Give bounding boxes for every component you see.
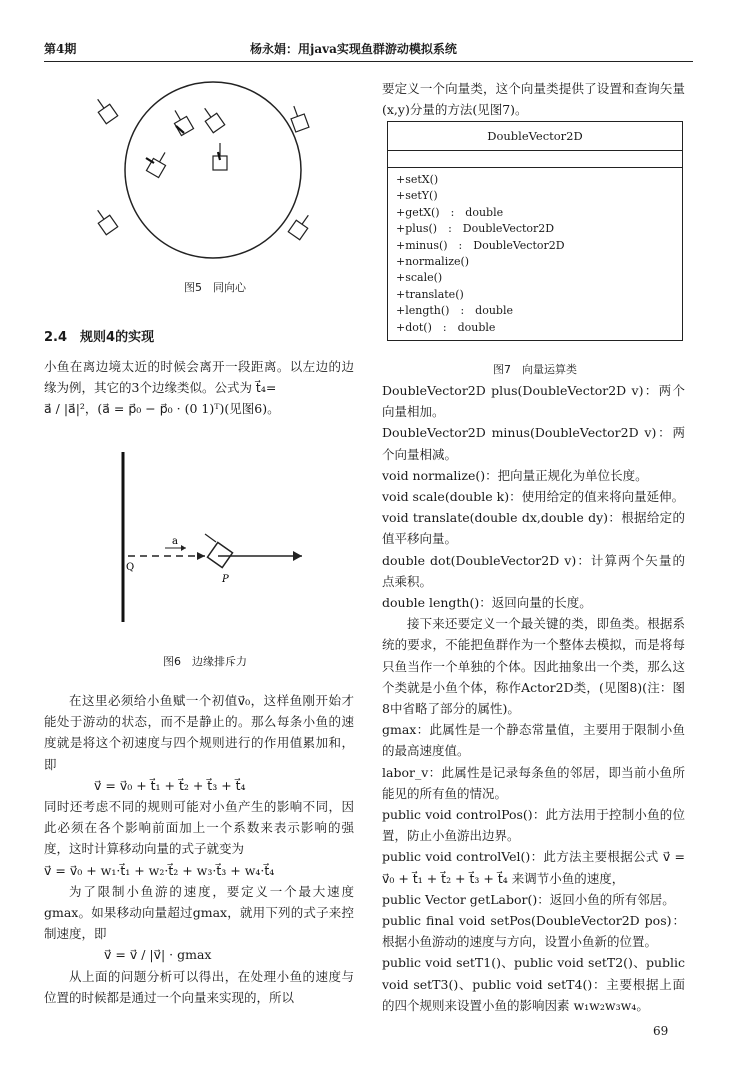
figure-5-caption: 图5 同向心 (184, 281, 246, 294)
method-description: void translate(double dx,double dy)：根据给定的值平移向量。 (382, 510, 685, 547)
paragraph-gmax: 为了限制小鱼游的速度，要定义一个最大速度gmax。如果移动向量超过gmax，就用下列的式子来控制速度，即 (44, 883, 354, 942)
paragraph-weights: 同时还考虑不同的规则可能对小鱼产生的影响不同，因此必须在各个影响前面加上一个系数来表示影响的强度，这时计算移动向量的式子就变为 (44, 799, 354, 857)
issue-label: 第4期 (44, 42, 77, 56)
method-getlabor: public Vector getLabor()：返回小鱼的所有邻居。 (382, 891, 675, 907)
paragraph-vector-class: 要定义一个向量类，这个向量类提供了设置和查询矢量(x,y)分量的方法(见图7)。 (382, 81, 685, 118)
method-setpos: public final void setPos(DoubleVector2D pos)：根据小鱼游动的速度与方向，设置小鱼新的位置。 (382, 913, 685, 950)
figure-6-edge-repulsion (110, 450, 320, 625)
page-number: 69 (653, 1024, 669, 1038)
equation-t4: a⃗ / |a⃗|²，(a⃗ = p⃗₀ − p⃗₀ · (0 1)ᵀ)(见图6)。 (44, 401, 280, 417)
uml-method: +normalize() (396, 255, 470, 269)
uml-method: +scale() (396, 271, 443, 285)
method-description: DoubleVector2D minus(DoubleVector2D v)：两个向量相减。 (382, 425, 685, 462)
paragraph-actor-class: 接下来还要定义一个最关键的类，即鱼类。根据系统的要求，不能把鱼群作为一个整体去模拟，而是将每只鱼当作一个单独的个体。因此抽象出一个类，那么这个类就是小鱼个体，称作Actor2D类，(见图8)(注：图8中省略了部分的属性)。 (382, 616, 685, 717)
attribute-labor: labor_v：此属性是记录每条鱼的邻居，即当前小鱼所能见的所有鱼的情况。 (382, 764, 685, 801)
paragraph-rule4: 小鱼在离边境太近的时候会离开一段距离。以左边的边缘为例，其它的3个边缘类似。公式为 t⃗₄= (44, 359, 354, 396)
uml-method: +length() : double (396, 304, 513, 318)
uml-method: +plus() : DoubleVector2D (396, 222, 555, 236)
paragraph-initial-velocity: 在这里必须给小鱼赋一个初值v⃗₀，这样鱼刚开始才能处于游动的状态，而不是静止的。那么每条小鱼的速度就是将这个初速度与四个规则进行的作用值累加和，即 (44, 693, 354, 772)
uml-method: +translate() (396, 287, 464, 301)
equation-speed-limit: v⃗ = v⃗ / |v⃗| · gmax (104, 947, 212, 963)
point-q-label: Q (126, 562, 135, 573)
left-column-lower (44, 690, 354, 1008)
right-column-intro (382, 78, 685, 120)
equation-velocity-sum: v⃗ = v⃗₀ + t⃗₁ + t⃗₂ + t⃗₃ + t⃗₄ (94, 777, 246, 793)
method-controlvel: public void controlVel()：此方法主要根据公式 v⃗ = v⃗₀ + t⃗₁ + t⃗₂ + t⃗₃ + t⃗₄ 来调节小鱼的速度， (382, 849, 685, 886)
method-description: double length()：返回向量的长度。 (382, 595, 592, 611)
uml-methods-section (388, 168, 682, 336)
uml-method: +getX() : double (396, 205, 504, 219)
uml-method: +setY() (396, 189, 438, 203)
uml-attributes-section (388, 151, 682, 168)
method-description: DoubleVector2D plus(DoubleVector2D v)：两个向量相加。 (382, 383, 685, 420)
figure-7-caption: 图7 向量运算类 (493, 363, 577, 376)
figure-5-school-diagram (80, 70, 350, 270)
point-p-label: P (222, 574, 229, 585)
method-description: void normalize()：把向量正规化为单位长度。 (382, 467, 648, 483)
running-title: 杨永娟：用java实现鱼群游动模拟系统 (250, 42, 457, 56)
uml-method: +minus() : DoubleVector2D (396, 238, 565, 252)
left-column (44, 356, 354, 420)
method-description: double dot(DoubleVector2D v)：计算两个矢量的点乘积。 (382, 552, 685, 589)
vector-a-label: a (172, 536, 178, 547)
uml-class-name: DoubleVector2D (388, 122, 682, 151)
uml-class-diagram (387, 121, 683, 341)
uml-method: +dot() : double (396, 320, 496, 334)
section-heading: 2.4 规则4的实现 (44, 330, 155, 345)
header-rule (44, 61, 693, 62)
paragraph-vector-analysis: 从上面的问题分析可以得出，在处理小鱼的速度与位置的时候都是通过一个向量来实现的，所以 (44, 968, 354, 1005)
figure-6-caption: 图6 边缘排斥力 (163, 655, 247, 668)
attribute-gmax: gmax：此属性是一个静态常量值，主要用于限制小鱼的最高速度值。 (382, 722, 685, 759)
uml-method: +setX() (396, 173, 439, 186)
method-controlpos: public void controlPos()：此方法用于控制小鱼的位置，防止小鱼游出边界。 (382, 807, 685, 844)
right-column-methods (382, 380, 685, 1016)
method-description: void scale(double k)：使用给定的值来将向量延伸。 (382, 489, 685, 505)
equation-weighted-velocity: v⃗ = v⃗₀ + w₁·t⃗₁ + w₂·t⃗₂ + w₃·t⃗₃ + w₄·t⃗₄ (44, 862, 275, 878)
method-sett: public void setT1()、public void setT2()、public void setT3()、public void setT4()：主要根据上面的四个规则来设置小鱼的影响因素 w₁w₂w₃w₄。 (382, 955, 685, 1013)
